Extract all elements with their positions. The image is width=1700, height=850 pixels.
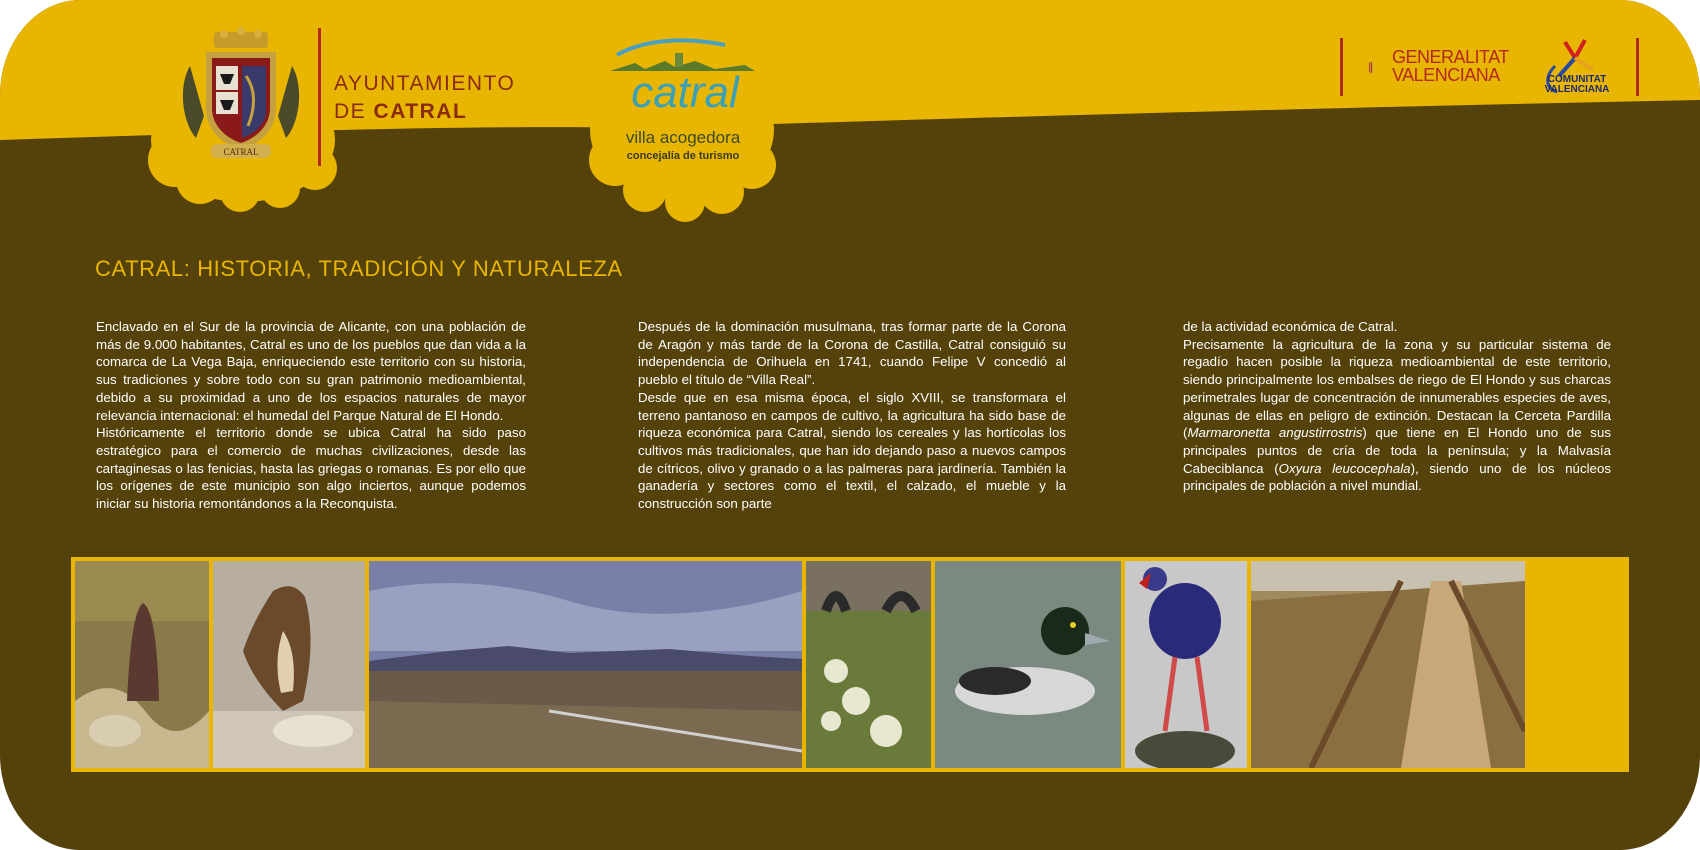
- photo-swamphen: [1125, 561, 1247, 768]
- crest-label: CATRAL: [223, 147, 259, 157]
- ruins-flowers-image-icon: [806, 561, 931, 768]
- photo-landscape: [369, 561, 802, 768]
- photo-strip: [71, 557, 1629, 772]
- tourism-dept: concejalía de turismo: [626, 150, 740, 162]
- text-column-2: [638, 318, 1066, 513]
- photo-boardwalk: [1251, 561, 1525, 768]
- text-run: ), siendo uno de los núcleos principales de población a nivel mundial.: [1183, 460, 1611, 494]
- tourism-tagline: villa acogedora: [625, 128, 741, 147]
- comunitat-text: [1537, 75, 1617, 95]
- comunitat-line2: VALENCIANA: [1544, 84, 1610, 95]
- text-column-1: [96, 318, 526, 513]
- boardwalk-image-icon: [1251, 561, 1525, 768]
- divider-line: [318, 28, 321, 166]
- photo-ruins-flowers: [806, 561, 931, 768]
- generalitat-line2: VALENCIANA: [1392, 65, 1500, 85]
- divider-line: [1636, 38, 1639, 96]
- text-run: ) que tiene en El Hondo uno de sus principales puntos de cría de toda la península; y la Malvasía Cabeciblanca (: [1183, 425, 1611, 476]
- paragraph: de la actividad económica de Catral.: [1183, 319, 1398, 334]
- municipality-name-bold: CATRAL: [373, 100, 468, 123]
- generalitat-logo-icon: [1368, 40, 1394, 96]
- divider-line: [1340, 38, 1343, 96]
- paragraph: Desde que en esa misma época, el siglo XVIII, se transformara el terreno pantanoso en campos de cultivo, la agricultura ha sido base de riqueza económica para Catral, siendo los cereales y las hortícolas los cultivos más tradicionales, que han ido dejando paso a nuevos campos de cítricos, olivo y granado o a las palmeras para jardinería. También la ganadería y sectores como el textil, el calzado, el mueble y la construcción son parte: [638, 389, 1066, 512]
- municipality-line2: [334, 98, 515, 126]
- photo-duck: [935, 561, 1121, 768]
- fungus-image-icon: [75, 561, 209, 768]
- photo-fungus: [75, 561, 209, 768]
- comunitat-line1: COMUNITAT: [1547, 74, 1607, 85]
- catral-tourism-logo: [605, 35, 765, 135]
- landscape-image-icon: [369, 561, 802, 768]
- duck-image-icon: [935, 561, 1121, 768]
- crest-icon: [176, 26, 306, 166]
- paragraph: [1183, 336, 1611, 495]
- buzzard-image-icon: [213, 561, 365, 768]
- photo-buzzard: [213, 561, 365, 768]
- generalitat-text: [1392, 48, 1509, 84]
- species-name: Oxyura leucocephala: [1278, 460, 1411, 476]
- municipality-line1: AYUNTAMIENTO: [334, 72, 516, 95]
- paragraph: Enclavado en el Sur de la provincia de Alicante, con una población de más de 9.000 habitantes, Catral es uno de los pueblos que dan vida a la comarca de La Vega Baja, enriqueciendo este territorio con su historia, sus tradiciones y sobre todo con su gran patrimonio medioambiental, debido a su proximidad a uno de los espacios naturales de mayor relevancia internacional: el humedal del Parque Natural de El Hondo.: [96, 319, 526, 423]
- paragraph: Históricamente el territorio donde se ubica Catral ha sido paso estratégico para el comercio de muchas civilizaciones, desde las cartaginesas o las fenicias, hasta las griegas o romanas. Es por ello que los orígenes de este municipio son algo inciertos, aunque podemos iniciar su historia remontándonos a la Reconquista.: [96, 425, 526, 512]
- municipality-name: [334, 70, 515, 126]
- paragraph: Después de la dominación musulmana, tras formar parte de la Corona de Aragón y más tarde de la Corona de Castilla, Catral consiguió su independencia de Orihuela en 1741, cuando Felipe V concedió al pueblo el título de “Villa Real”.: [638, 319, 1066, 388]
- species-name: Marmaronetta angustirrostris: [1187, 425, 1363, 441]
- tourism-logo-word: catral: [631, 68, 739, 117]
- text-run: Precisamente la agricultura de la zona y su particular sistema de regadío hacen posible la riqueza medioambiental de este territorio, siendo principalmente los embalses de riego de El Hondo y sus charcas perimetrales lugar de concentración de innumerables especies de aves, algunas de ellas en peligro de extinción. Destacan la Cerceta Pardilla (: [1183, 336, 1611, 441]
- swamphen-image-icon: [1125, 561, 1247, 768]
- generalitat-line1: GENERALITAT: [1392, 47, 1509, 67]
- municipality-prefix: DE: [334, 100, 367, 123]
- text-column-3: [1183, 318, 1611, 495]
- page-title: CATRAL: HISTORIA, TRADICIÓN Y NATURALEZA: [95, 256, 623, 281]
